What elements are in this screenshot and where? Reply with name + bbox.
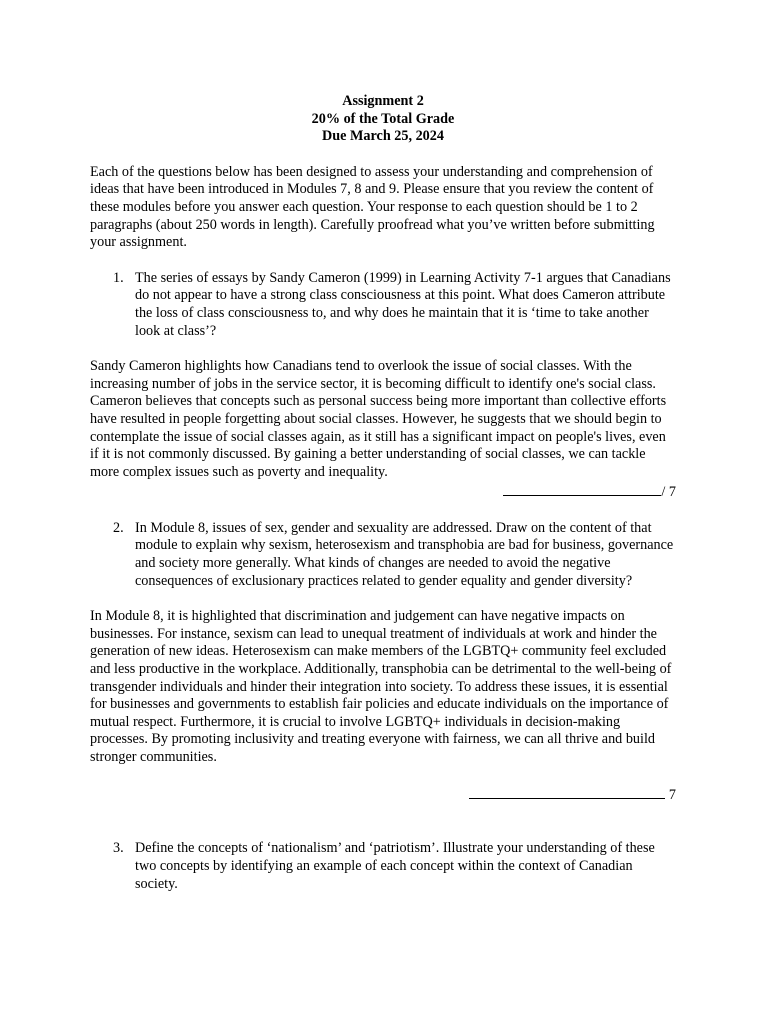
assignment-title: Assignment 2 <box>342 93 424 109</box>
question-3 <box>90 840 676 893</box>
score-line-2 <box>90 784 676 805</box>
score-2-value: 7 <box>668 787 676 804</box>
question-3-text: Define the concepts of ‘nationalism’ and ‘patriotism’. Illustrate your understanding of these two concepts by identifying an example of each concept within the context of Canadian society. <box>135 840 655 892</box>
question-1-text: The series of essays by Sandy Cameron (1999) in Learning Activity 7-1 argues that Canadians do not appear to have a strong class consciousness at this point. What does Cameron attribute the loss of class consciousness to, and why does he maintain that it is ‘time to take another look at class’? <box>135 269 671 339</box>
score-blank-2 <box>469 784 665 799</box>
question-2-text: In Module 8, issues of sex, gender and sexuality are addressed. Draw on the content of that module to explain why sexism, heterosexism and transphobia are bad for business, governance and society more generally. What kinds of changes are needed to avoid the negative consequences of exclusionary practices related to gender equality and gender diversity? <box>135 519 674 589</box>
answer-1: Sandy Cameron highlights how Canadians tend to overlook the issue of social classes. With the increasing number of jobs in the service sector, it is becoming difficult to identify one's social class. Cameron believes that concepts such as personal success being more important than collective efforts have resulted in people forgetting about social classes. However, he suggests that we should begin to contemplate the issue of social classes again, as it still has a significant impact on people's lives, even if it is not commonly discussed. By gaining a better understanding of social classes, we can tackle more complex issues such as poverty and inequality. <box>90 358 667 480</box>
due-date: Due March 25, 2024 <box>322 128 444 145</box>
document-page <box>90 93 676 893</box>
instructions-paragraph: Each of the questions below has been designed to assess your understanding and comprehension of ideas that have been introduced in Modules 7, 8 and 9. Please ensure that you review the content of these modules before you answer each question. Your response to each question should be 1 to 2 paragraphs (about 250 words in length). Carefully proofread what you’ve written before submitting your assignment. <box>90 163 655 251</box>
score-1-value: / 7 <box>661 484 676 501</box>
score-line-1 <box>90 481 676 502</box>
question-1-number: 1. <box>113 269 124 286</box>
answer-2: In Module 8, it is highlighted that discrimination and judgement can have negative impacts on businesses. For instance, sexism can lead to unequal treatment of individuals at work and hinder the generation of new ideas. Heterosexism can make members of the LGBTQ+ community feel excluded and less productive in the workplace. Additionally, transphobia can be detrimental to the well-being of transgender individuals and hinder their integration into society. To address these issues, it is essential for businesses and governments to establish fair policies and educate individuals on the importance of mutual respect. Furthermore, it is crucial to involve LGBTQ+ individuals in decision-making processes. By promoting inclusivity and treating everyone with fairness, we can all thrive and build stronger communities. <box>90 608 672 765</box>
question-2-number: 2. <box>113 519 124 536</box>
grade-weight: 20% of the Total Grade <box>311 110 455 127</box>
question-3-number: 3. <box>113 840 124 857</box>
assignment-header <box>90 93 676 146</box>
question-1 <box>90 270 676 340</box>
score-blank-1 <box>503 481 661 496</box>
question-2 <box>90 520 676 590</box>
